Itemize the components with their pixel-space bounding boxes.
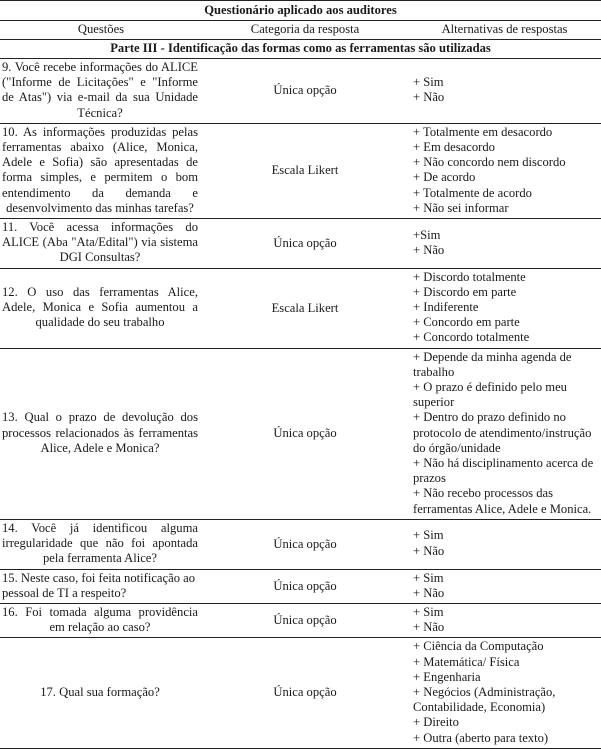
category-cell: Escala Likert: [202, 123, 408, 218]
category-cell: Única opção: [202, 59, 408, 124]
question-cell: 12. O uso das ferramentas Alice, Adele, Monica e Sofia aumentou a qualidade do seu trabalho: [0, 268, 202, 348]
option-item: + Não recebo processos das ferramentas Alice, Adele e Monica.: [413, 486, 592, 516]
category-cell: Única opção: [202, 638, 408, 748]
option-item: + Discordo em parte: [413, 284, 517, 299]
category-cell: Única opção: [202, 519, 408, 569]
table-title-row: [0, 1, 601, 21]
option-item: + Não: [413, 585, 445, 600]
option-item: + Não: [413, 242, 445, 257]
options-cell: [408, 519, 601, 569]
category-cell: Escala Likert: [202, 268, 408, 348]
question-cell: 13. Qual o prazo de devolução dos processos relacionados às ferramentas Alice, Adele e Monica?: [0, 348, 202, 519]
question-cell: 17. Qual sua formação?: [0, 638, 202, 748]
table-row: [0, 219, 601, 269]
option-item: + Sim: [413, 604, 444, 619]
section-row: [0, 40, 601, 59]
table-row: [0, 638, 601, 748]
option-item: + Dentro do prazo definido no protocolo de atendimento/instrução do órgão/unidade: [413, 410, 592, 455]
question-cell: 16. Foi tomada alguma providência em relação ao caso?: [0, 603, 202, 637]
options-cell: [408, 219, 601, 269]
options-cell: [408, 268, 601, 348]
question-cell: 15. Neste caso, foi feita notificação ao pessoal de TI a respeito?: [0, 569, 202, 603]
category-cell: Única opção: [202, 603, 408, 637]
question-cell: 9. Você recebe informações do ALICE ("Informe de Licitações" e "Informe de Atas") via e-mail da sua Unidade Técnica?: [0, 59, 202, 124]
option-item: + Discordo totalmente: [413, 269, 526, 284]
question-cell: 10. As informações produzidas pelas ferramentas abaixo (Alice, Monica, Adele e Sofia) são apresentadas de forma simples, e permitem o bom entendimento da demanda e desenvolvimento das minhas tarefas?: [0, 123, 202, 218]
table-row: [0, 59, 601, 124]
table-row: [0, 123, 601, 218]
option-item: +Sim: [413, 227, 441, 242]
section-title: Parte III - Identificação das formas como as ferramentas são utilizadas: [0, 40, 601, 59]
category-cell: Única opção: [202, 219, 408, 269]
options-cell: [408, 348, 601, 519]
options-cell: [408, 603, 601, 637]
category-cell: Única opção: [202, 348, 408, 519]
option-item: + Sim: [413, 528, 444, 543]
option-item: + Concordo totalmente: [413, 330, 530, 345]
option-item: + Indiferente: [413, 300, 479, 315]
table-row: [0, 348, 601, 519]
header-alternatives: Alternativas de respostas: [408, 21, 601, 40]
option-item: + Não: [413, 90, 445, 105]
options-cell: [408, 569, 601, 603]
option-item: + Engenharia: [413, 669, 481, 684]
option-item: + Sim: [413, 75, 444, 90]
option-item: + Totalmente em desacordo: [413, 124, 553, 139]
table-row: [0, 519, 601, 569]
option-item: + Em desacordo: [413, 140, 495, 155]
category-cell: Única opção: [202, 569, 408, 603]
option-item: + Depende da minha agenda de trabalho: [413, 349, 572, 379]
table-row: [0, 569, 601, 603]
option-item: + Totalmente de acordo: [413, 185, 532, 200]
option-item: + Não há disciplinamento acerca de prazos: [413, 456, 594, 486]
table-row: [0, 268, 601, 348]
header-category: Categoria da resposta: [202, 21, 408, 40]
option-item: + Negócios (Administração, Contabilidade, Economia): [413, 684, 556, 715]
option-item: + Matemática/ Física: [413, 654, 520, 669]
question-cell: 11. Você acessa informações do ALICE (Aba "Ata/Edital") via sistema DGI Consultas?: [0, 219, 202, 269]
option-item: + Não: [413, 620, 445, 635]
option-item: + O prazo é definido pelo meu superior: [413, 380, 567, 410]
option-item: + Sim: [413, 570, 444, 585]
option-item: + Não: [413, 543, 445, 558]
option-item: + Não sei informar: [413, 200, 509, 215]
header-questions: Questões: [0, 21, 202, 40]
option-item: + Outra (aberto para texto): [413, 730, 549, 745]
option-item: + Não concordo nem discordo: [413, 155, 566, 170]
option-item: + De acordo: [413, 170, 476, 185]
options-cell: [408, 638, 601, 748]
options-cell: [408, 123, 601, 218]
table-title: Questionário aplicado aos auditores: [0, 1, 601, 21]
option-item: + Concordo em parte: [413, 315, 520, 330]
option-item: + Direito: [413, 715, 459, 730]
options-cell: [408, 59, 601, 124]
table-header-row: [0, 21, 601, 40]
option-item: + Ciência da Computação: [413, 639, 544, 654]
question-cell: 14. Você já identificou alguma irregularidade que não foi apontada pela ferramenta Alice?: [0, 519, 202, 569]
table-row: [0, 603, 601, 637]
